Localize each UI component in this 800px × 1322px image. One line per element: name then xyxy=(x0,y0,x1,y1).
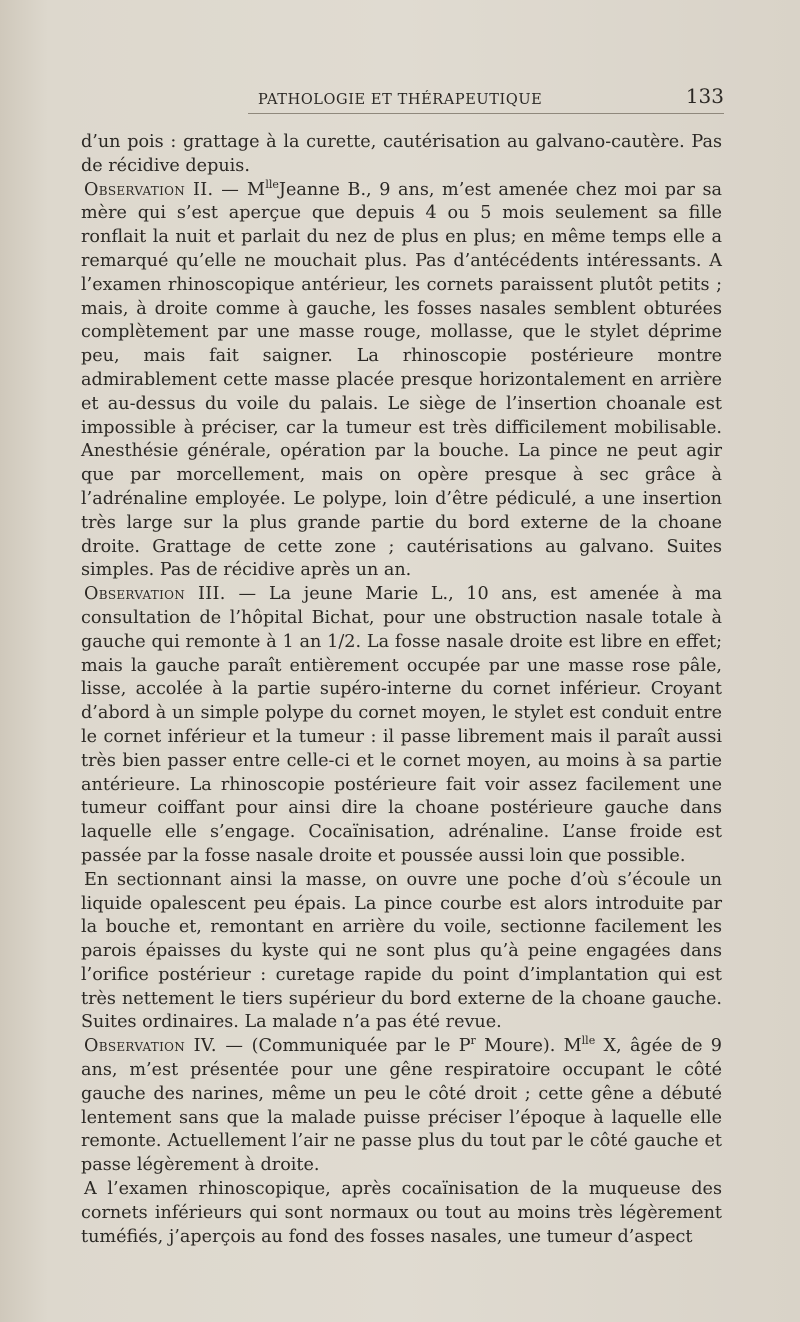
page-number: 133 xyxy=(685,84,724,108)
observation-label: Observation IV. — xyxy=(84,1036,244,1057)
header-rule xyxy=(248,113,724,114)
paragraph-text: (Communiquée par le P xyxy=(243,1036,471,1057)
paragraph-text: Jeanne B., 9 ans, m’est amenée chez moi par sa mère qui s’est aperçue que depuis 4 ou 5 mois seulement sa fille ronflait la nuit et parlait du nez de plus en plus; en même temps elle a remarqué qu’elle ne mouchait plus. Pas d’antécédents intéressants. A l’examen rhinoscopique antérieur, les cornets paraissent plutôt petits ; mais, à droite comme à gauche, les fosses nasales semblent obturées complètement par une masse rouge, mollasse, que le stylet déprime peu, mais fait saigner. La rhinoscopie postérieure montre admirablement cette masse placée presque horizontalement en arrière et au-dessus du voile du palais. Le siège de l’insertion choanale est impossible à préciser, car la tumeur est très difficilement mobilisable. Anesthésie générale, opération par la bouche. La pince ne peut agir que par morcellement, mais on opère presque à sec grâce à l’adrénaline employée. Le polype, loin d’être pédiculé, a une insertion très large sur la plus grande partie du bord externe de la choane droite. Grattage de cette zone ; cautérisations au galvano. Suites simples. Pas de récidive après un an. xyxy=(81,179,722,581)
paragraph-continuation xyxy=(81,131,722,179)
page-header xyxy=(80,84,724,116)
observation-label: Observation III. — xyxy=(84,584,257,605)
paragraph-text: d’un pois : grattage à la curette, cautérisation au galvano-cautère. Pas de récidive depuis. xyxy=(81,132,722,176)
running-title: PATHOLOGIE ET THÉRAPEUTIQUE xyxy=(258,92,543,108)
paragraph-text: X, âgée de 9 ans, m’est présentée pour une gêne respiratoire occupant le côté gauche des narines, même un peu le côté droit ; cette gêne a débuté lentement sans que la malade puisse préciser l’époque à laquelle elle remonte. Actuellement l’air ne passe plus du tout par le côté gauche et passe légèrement à droite. xyxy=(81,1036,722,1176)
superscript: r xyxy=(470,1034,476,1048)
paragraph-examen xyxy=(81,1178,722,1249)
paragraph-observation-2 xyxy=(81,179,722,584)
superscript: lle xyxy=(581,1034,596,1048)
paragraph-observation-3 xyxy=(81,583,722,869)
observation-label: Observation II. — M xyxy=(84,179,266,200)
paragraph-text: La jeune Marie L., 10 ans, est amenée à ma consultation de l’hôpital Bichat, pour une obstruction nasale totale à gauche qui remonte à 1 an 1/2. La fosse nasale droite est libre en effet; mais la gauche paraît entièrement occupée par une masse rose pâle, lisse, accolée à la partie supéro-interne du cornet inférieur. Croyant d’abord à un simple polype du cornet moyen, le stylet est conduit entre le cornet inférieur et la tumeur : il passe librement mais il paraît aussi très bien passer entre celle-ci et le cornet moyen, au moins à sa partie antérieure. La rhinoscopie postérieure fait voir assez facilement une tumeur coiffant pour ainsi dire la choane postérieure gauche dans laquelle elle s’engage. Cocaïnisation, adrénaline. L’anse froide est passée par la fosse nasale droite et poussée aussi loin que possible. xyxy=(81,584,722,866)
paragraph-observation-4 xyxy=(81,1035,722,1178)
paragraph-text: En sectionnant ainsi la masse, on ouvre une poche d’où s’écoule un liquide opalescent peu épais. La pince courbe est alors introduite par la bouche et, remontant en arrière du voile, sectionne facilement les parois épaisses du kyste qui ne sont plus qu’à peine engagées dans l’orifice postérieur : curetage rapide du point d’implantation qui est très nettement le tiers supérieur du bord externe de la choane gauche. Suites ordinaires. La malade n’a pas été revue. xyxy=(81,869,722,1033)
body-text xyxy=(81,131,722,1249)
superscript: lle xyxy=(265,177,279,191)
paragraph-text: Moure). M xyxy=(475,1036,582,1057)
paragraph-section xyxy=(81,869,722,1036)
paragraph-text: A l’examen rhinoscopique, après cocaïnisation de la muqueuse des cornets inférieurs qui sont normaux ou tout au moins très légèrement tuméfiés, j’aperçois au fond des fosses nasales, une tumeur d’aspect xyxy=(81,1179,722,1247)
